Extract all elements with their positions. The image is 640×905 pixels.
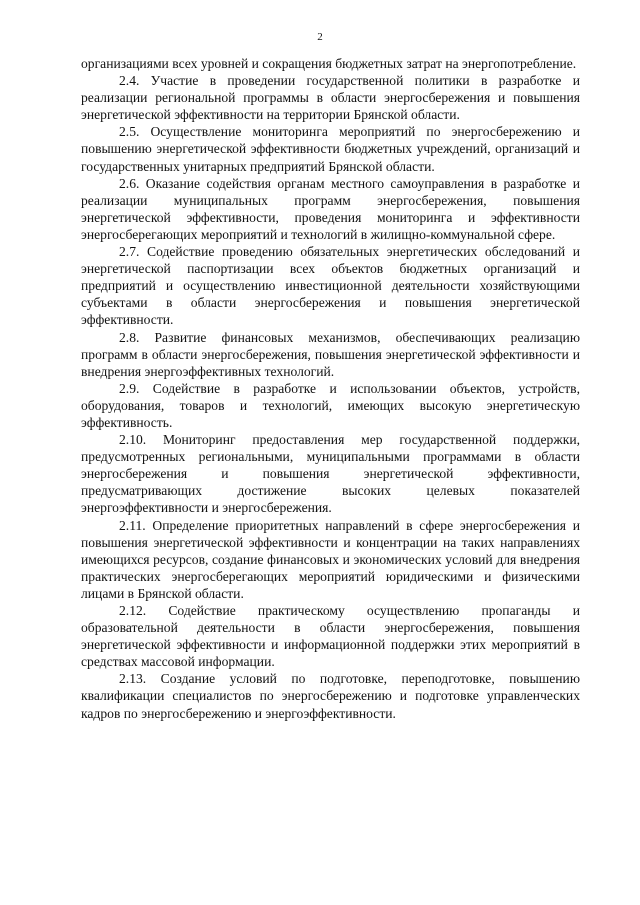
paragraph-2-7: 2.7. Содействие проведению обязательных энергетических обследований и энергетической паспортизации всех объектов бюджетных организаций и предприятий и осуществлению инвестиционной деятельности хозяйствующими субъектами в области энергосбережения и повышения энергетической эффективности. bbox=[81, 244, 580, 328]
paragraph-2-6: 2.6. Оказание содействия органам местного самоуправления в разработке и реализации муниципальных программ энергосбережения, повышения энергетической эффективности, проведения мониторинга и эффективности энергосберегающих мероприятий и технологий в жилищно-коммунальной сфере. bbox=[81, 175, 580, 242]
paragraph-2-12: 2.12. Содействие практическому осуществлению пропаганды и образовательной деятельности в области энергосбережения, повышения энергетической эффективности и информационной поддержки этих мероприятий в средствах массовой информации. bbox=[81, 603, 580, 670]
paragraph-continued: организациями всех уровней и сокращения бюджетных затрат на энергопотребление. bbox=[81, 56, 577, 71]
paragraph-2-9: 2.9. Содействие в разработке и использовании объектов, устройств, оборудования, товаров и технологий, имеющих высокую энергетическую эффективность. bbox=[81, 380, 580, 430]
page-number: 2 bbox=[317, 31, 323, 43]
document-body bbox=[81, 55, 580, 722]
paragraph-2-4: 2.4. Участие в проведении государственной политики в разработке и реализации региональной программы в области энергосбережения и повышения энергетической эффективности на территории Брянской области. bbox=[81, 73, 580, 123]
paragraph-2-11: 2.11. Определение приоритетных направлений в сфере энергосбережения и повышения энергетической эффективности и концентрации на таких направлениях имеющихся ресурсов, создание финансовых и экономических условий для внедрения практических энергосберегающих мероприятий юридическими и физическими лицами в Брянской области. bbox=[81, 517, 580, 601]
paragraph-2-8: 2.8. Развитие финансовых механизмов, обеспечивающих реализацию программ в области энергосбережения, повышения энергетической эффективности и внедрения энергоэффективных технологий. bbox=[81, 329, 580, 379]
paragraph-2-13: 2.13. Создание условий по подготовке, переподготовке, повышению квалификации специалистов по энергосбережению и подготовке управленческих кадров по энергосбережению и энергоэффективности. bbox=[81, 671, 580, 721]
paragraph-2-5: 2.5. Осуществление мониторинга мероприятий по энергосбережению и повышению энергетической эффективности бюджетных учреждений, организаций и государственных унитарных предприятий Брянской области. bbox=[81, 124, 580, 174]
paragraph-2-10: 2.10. Мониторинг предоставления мер государственной поддержки, предусмотренных региональными, муниципальными программами в области энергосбережения и повышения энергетической эффективности, предусматривающих достижение высоких целевых показателей энергоэффективности и энергосбережения. bbox=[81, 432, 580, 516]
